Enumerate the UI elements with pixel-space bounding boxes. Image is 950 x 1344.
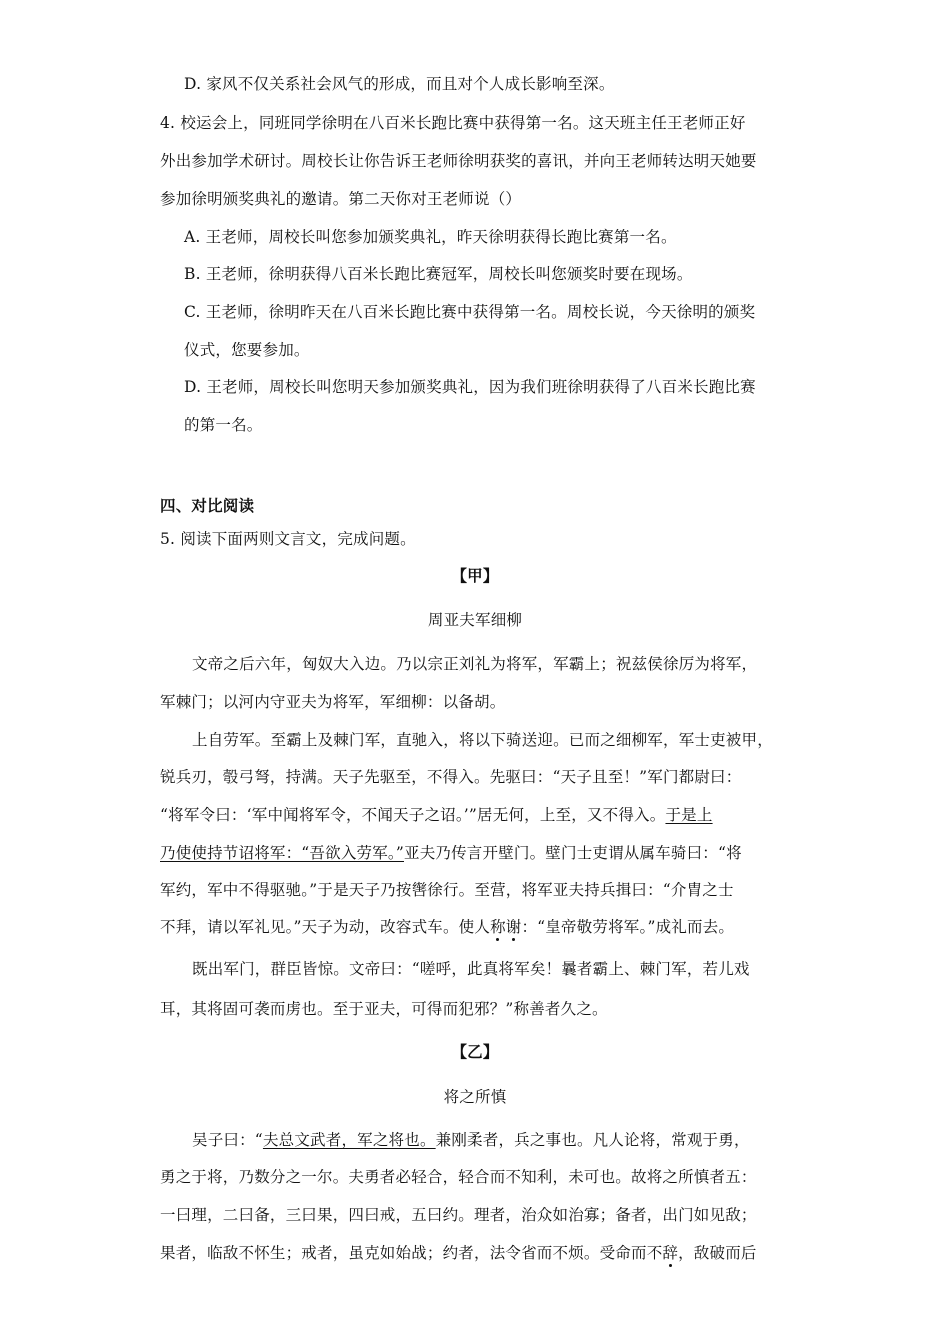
passage-jia-title: 周亚夫军细柳	[427, 611, 523, 629]
q4-stem-line-3: 参加徐明颁奖典礼的邀请。第二天你对王老师说（）	[160, 190, 522, 208]
q3-option-d: D. 家风不仅关系社会风气的形成，而且对个人成长影响至深。	[184, 75, 615, 93]
section-heading: 四、对比阅读	[160, 496, 255, 515]
jia-p2-line-5: 军约，军中不得驱驰。”于是天子乃按辔徐行。至营，将军亚夫持兵揖曰：“介胄之士	[160, 881, 734, 899]
passage-jia-label: 【甲】	[451, 566, 499, 585]
jia-p3-line-2: 耳，其将固可袭而虏也。至于亚夫，可得而犯邪？”称善者久之。	[160, 1000, 608, 1018]
dotted-char-xie: 谢	[505, 918, 522, 936]
jia-p2-line-1: 上自劳军。至霸上及棘门军，直驰入，将以下骑送迎。已而之细柳军，军士吏被甲，	[192, 731, 773, 749]
jia-p1-line-1: 文帝之后六年，匈奴大入边。乃以宗正刘礼为将军，军霸上；祝兹侯徐厉为将军，	[192, 655, 758, 673]
yi-p1-line-1	[192, 1130, 750, 1150]
jia-p2-line-6-text-b: ：“皇帝敬劳将军。”成礼而去。	[521, 918, 735, 936]
yi-p1-line-4	[160, 1243, 757, 1263]
q4-option-b: B. 王老师，徐明获得八百米长跑比赛冠军，周校长叫您颁奖时要在现场。	[184, 265, 693, 283]
yi-p1-line-4-text-b: ，敌破而后	[678, 1244, 757, 1262]
jia-p2-line-6	[160, 917, 734, 937]
jia-p2-line-4	[160, 843, 742, 863]
yi-p1-line-2: 勇之于将，乃数分之一尔。夫勇者必轻合，轻合而不知利，未可也。故将之所慎者五：	[160, 1168, 757, 1186]
jia-p1-line-2: 军棘门；以河内守亚夫为将军，军细柳：以备胡。	[160, 693, 506, 711]
dotted-char-cheng: 称	[490, 918, 506, 936]
q4-option-a: A. 王老师，周校长叫您参加颁奖典礼，昨天徐明获得长跑比赛第一名。	[184, 228, 677, 246]
q4-option-c-line-1: C. 王老师，徐明昨天在八百米长跑比赛中获得第一名。周校长说，今天徐明的颁奖	[184, 303, 756, 321]
jia-p2-line-3-text: “将军令曰：‘军中闻将军令，不闻天子之诏。’”居无何，上至，又不得入。	[160, 806, 666, 824]
q4-option-c-line-2: 仪式，您要参加。	[184, 341, 310, 359]
underlined-sentence-start: 于是上	[665, 806, 713, 824]
passage-yi-label: 【乙】	[451, 1042, 499, 1061]
jia-p2-line-3	[160, 805, 713, 825]
yi-p1-line-1-text-a: 吴子曰：“	[192, 1131, 263, 1149]
dotted-char-ci: 辞	[662, 1244, 679, 1262]
yi-p1-line-3: 一曰理，二曰备，三曰果，四曰戒，五曰约。理者，治众如治寡；备者，出门如见敌；	[160, 1206, 757, 1224]
underlined-sentence: 夫总文武者，军之将也。	[262, 1131, 436, 1149]
passage-yi-title: 将之所慎	[443, 1088, 507, 1106]
jia-p2-line-2: 锐兵刃，彀弓弩，持满。天子先驱至，不得入。先驱曰：“天子且至！”军门都尉曰：	[160, 768, 742, 786]
q5-stem: 5. 阅读下面两则文言文，完成问题。	[160, 530, 416, 548]
jia-p2-line-6-text-a: 不拜，请以军礼见。”天子为动，改容式车。使人	[160, 918, 491, 936]
jia-p2-line-4-text: 亚夫乃传言开壁门。壁门士吏谓从属车骑曰：“将	[404, 844, 742, 862]
q4-stem-line-2: 外出参加学术研讨。周校长让你告诉王老师徐明获奖的喜讯，并向王老师转达明天她要	[160, 152, 757, 170]
q4-stem-line-1: 4. 校运会上，同班同学徐明在八百米长跑比赛中获得第一名。这天班主任王老师正好	[160, 114, 746, 132]
yi-p1-line-1-text-b: 兼刚柔者，兵之事也。凡人论将，常观于勇，	[435, 1131, 750, 1149]
q4-option-d-line-2: 的第一名。	[184, 416, 263, 434]
yi-p1-line-4-text-a: 果者，临敌不怀生；戒者，虽克如始战；约者，法令省而不烦。受命而不	[160, 1244, 663, 1262]
underlined-sentence-end: 乃使使持节诏将军：“吾欲入劳军。”	[160, 844, 404, 862]
jia-p3-line-1: 既出军门，群臣皆惊。文帝曰：“嗟呼，此真将军矣！曩者霸上、棘门军，若儿戏	[192, 960, 750, 978]
q4-option-d-line-1: D. 王老师，周校长叫您明天参加颁奖典礼，因为我们班徐明获得了八百米长跑比赛	[184, 378, 756, 396]
